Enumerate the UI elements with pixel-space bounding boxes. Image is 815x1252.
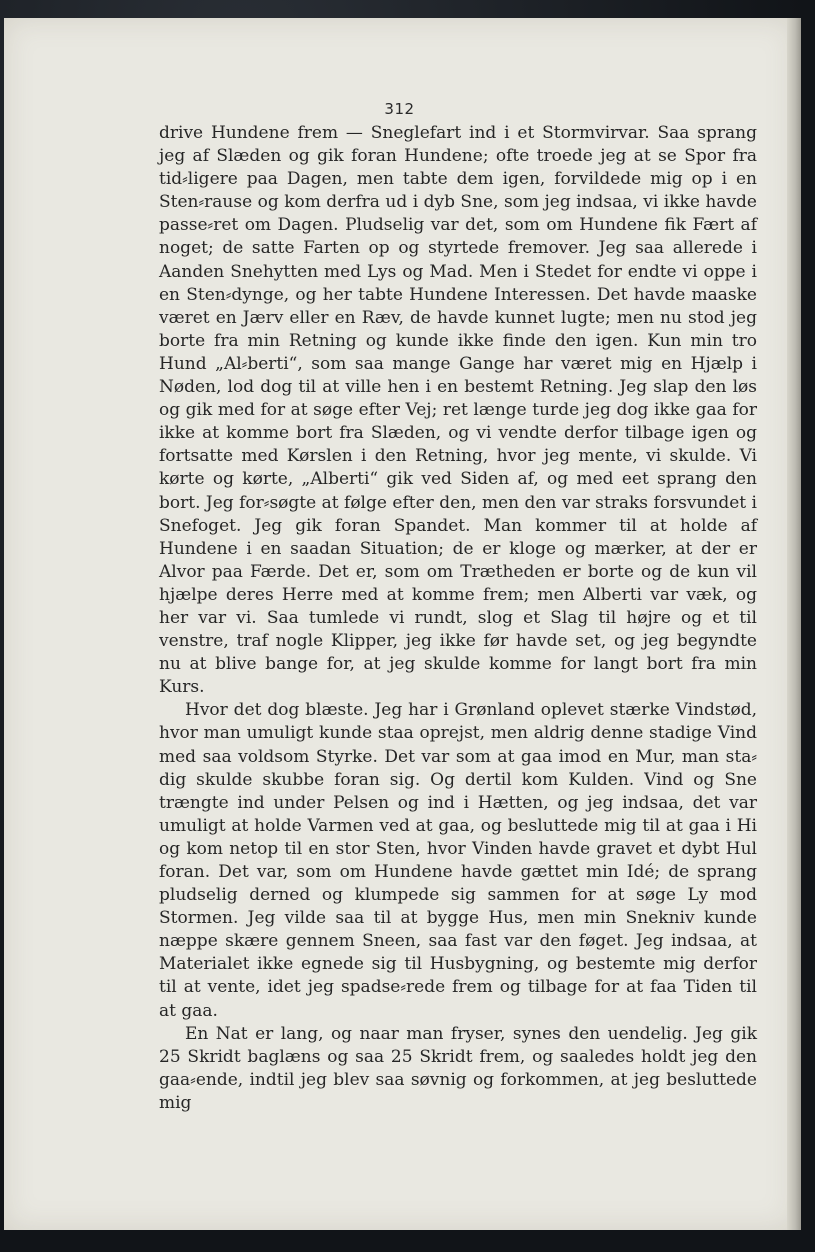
paragraph-2: Hvor det dog blæste. Jeg har i Grønland oplevet stærke Vindstød, hvor man umuligt kunde staa oprejst, men aldrig denne stadige Vind med saa voldsom Styrke. Det var som at gaa imod en Mur, man sta⸗dig skulde skubbe foran sig. Og dertil kom Kulden. Vind og Sne trængte ind under Pelsen og ind i Hætten, og jeg indsaa, det var umuligt at holde Varmen ved at gaa, og besluttede mig til at gaa i Hi og kom netop til en stor Sten, hvor Vinden havde gravet et dybt Hul foran. Det var, som om Hundene havde gættet min Idé; de sprang pludselig derned og klumpede sig sammen for at søge Ly mod Stormen. Jeg vilde saa til at bygge Hus, men min Snekniv kunde næppe skære gennem Sneen, saa fast var den føget. Jeg indsaa, at Materialet ikke egnede sig til Husbygning, og bestemte mig derfor til at vente, idet jeg spadse⸗rede frem og tilbage for at faa Tiden til at gaa. — [159, 700, 757, 1021]
body-text — [159, 122, 757, 1115]
book-page — [4, 18, 795, 1230]
page-number: 312 — [384, 100, 415, 118]
paragraph-1: drive Hundene frem — Sneglefart ind i et Stormvirvar. Saa sprang jeg af Slæden og gik foran Hundene; ofte troede jeg at se Spor fra tid⸗ligere paa Dagen, men tabte dem igen, forvildede mig op i en Sten⸗rause og kom derfra ud i dyb Sne, som jeg indsaa, vi ikke havde passe⸗ret om Dagen. Pludselig var det, som om Hundene fik Fært af noget; de satte Farten op og styrtede fremover. Jeg saa allerede i Aanden Snehytten med Lys og Mad. Men i Stedet for endte vi oppe i en Sten⸗dynge, og her tabte Hundene Interessen. Det havde maaske været en Jærv eller en Ræv, de havde kunnet lugte; men nu stod jeg borte fra min Retning og kunde ikke finde den igen. Kun min tro Hund „Al⸗berti“, som saa mange Gange har været mig en Hjælp i Nøden, lod dog til at ville hen i en bestemt Retning. Jeg slap den løs og gik med for at søge efter Vej; ret længe turde jeg dog ikke gaa for ikke at komme bort fra Slæden, og vi vendte derfor tilbage igen og fortsatte med Kørslen i den Retning, hvor jeg mente, vi skulde. Vi kørte og kørte, „Alberti“ gik ved Siden af, og med eet sprang den bort. Jeg for⸗søgte at følge efter den, men den var straks forsvundet i Snefoget. Jeg gik foran Spandet. Man kommer til at holde af Hundene i en saadan Situation; de er kloge og mærker, at der er Alvor paa Færde. Det er, som om Trætheden er borte og de kun vil hjælpe deres Herre med at komme frem; men Alberti var væk, og her var vi. Saa tumlede vi rundt, slog et Slag til højre og et til venstre, traf nogle Klipper, jeg ikke før havde set, og jeg begyndte nu at blive bange for, at jeg skulde komme for langt bort fra min Kurs. — [159, 123, 757, 698]
paragraph-3: En Nat er lang, og naar man fryser, synes den uendelig. Jeg gik 25 Skridt baglæns og saa 25 Skridt frem, og saaledes holdt jeg den gaa⸗ende, indtil jeg blev saa søvnig og forkommen, at jeg besluttede mig — [159, 1023, 757, 1113]
